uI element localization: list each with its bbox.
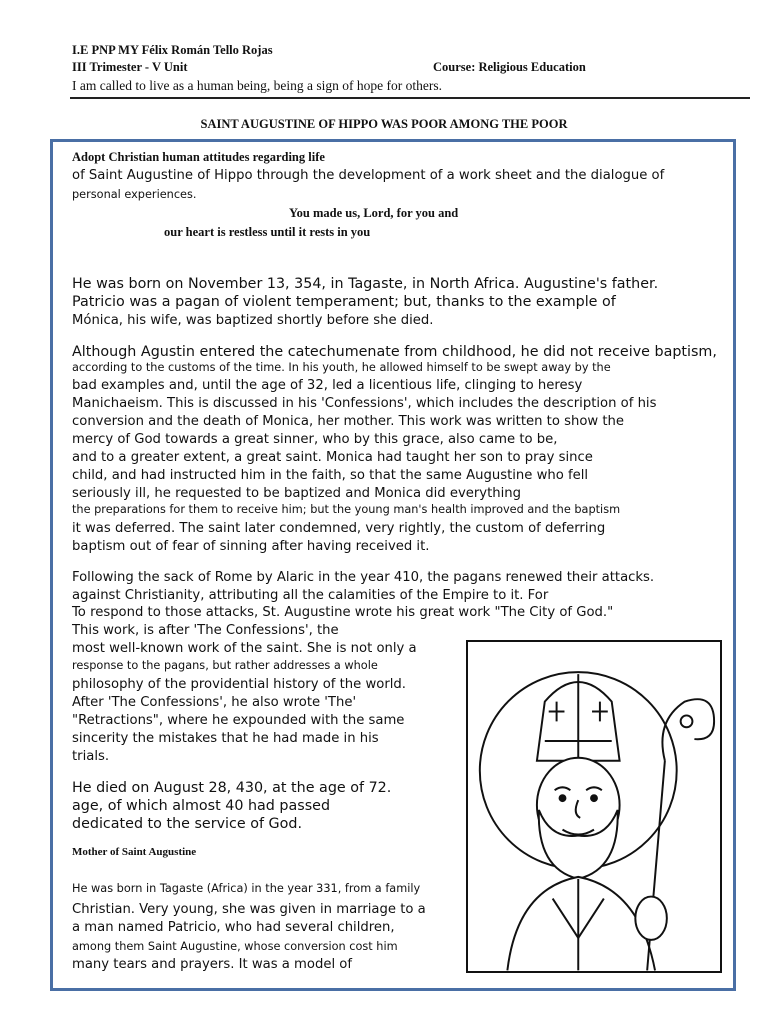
intro-quote: our heart is restless until it rests in you [164, 225, 371, 239]
header-school: I.E PNP MY Félix Román Tello Rojas [72, 43, 273, 57]
para2-line: according to the customs of the time. In his youth, he allowed himself to be swept away by the [72, 361, 611, 374]
intro-heading: Adopt Christian human attitudes regarding life [72, 150, 325, 164]
header-course: Course: Religious Education [433, 60, 586, 74]
para3-line: "Retractions", where he expounded with the same [72, 713, 405, 728]
para2-line: Although Agustin entered the catechumenate from childhood, he did not receive baptism, [72, 344, 717, 360]
para3-line: This work, is after 'The Confessions', the [72, 623, 339, 638]
para2-line: mercy of God towards a great sinner, who by this grace, also came to be, [72, 432, 558, 447]
para3-line: sincerity the mistakes that he had made in his [72, 731, 379, 746]
para2-line: it was deferred. The saint later condemned, very rightly, the custom of deferring [72, 521, 606, 536]
para2-line: baptism out of fear of sinning after having received it. [72, 539, 430, 554]
page-title: SAINT AUGUSTINE OF HIPPO WAS POOR AMONG THE POOR [200, 117, 568, 131]
para2-line: conversion and the death of Monica, her mother. This work was written to show the [72, 414, 625, 429]
intro-quote: You made us, Lord, for you and [289, 206, 459, 220]
para2-line: child, and had instructed him in the faith, so that the same Augustine who fell [72, 468, 589, 483]
bishop-illustration-icon [468, 642, 720, 971]
para1-line: Patricio was a pagan of violent temperament; but, thanks to the example of [72, 294, 616, 310]
para3-line: After 'The Confessions', he also wrote 'The' [72, 695, 357, 710]
para3-line: trials. [72, 749, 110, 764]
header-rule [70, 97, 750, 99]
para1-line: Mónica, his wife, was baptized shortly before she died. [72, 313, 434, 328]
para2-line: the preparations for them to receive him; but the young man's health improved and the baptism [72, 503, 621, 516]
para2-line: Manichaeism. This is discussed in his 'Confessions', which includes the description of his [72, 396, 657, 411]
para1-line: He was born on November 13, 354, in Tagaste, in North Africa. Augustine's father. [72, 276, 659, 292]
para2-line: seriously ill, he requested to be baptized and Monica did everything [72, 486, 522, 501]
mother-line: many tears and prayers. It was a model of [72, 957, 353, 972]
para4-line: dedicated to the service of God. [72, 816, 302, 832]
saint-augustine-illustration [466, 640, 722, 973]
header-unit: III Trimester - V Unit [72, 60, 188, 74]
intro-line: of Saint Augustine of Hippo through the development of a work sheet and the dialogue of [72, 168, 665, 183]
mother-line: He was born in Tagaste (Africa) in the year 331, from a family [72, 882, 421, 895]
para3-line: To respond to those attacks, St. Augustine wrote his great work "The City of God." [72, 605, 614, 620]
mother-line: Christian. Very young, she was given in marriage to a [72, 902, 426, 917]
para2-line: bad examples and, until the age of 32, led a licentious life, clinging to heresy [72, 378, 583, 393]
mother-line: among them Saint Augustine, whose conversion cost him [72, 940, 398, 953]
mother-line: a man named Patricio, who had several children, [72, 920, 395, 935]
mother-heading: Mother of Saint Augustine [72, 846, 197, 858]
para4-line: age, of which almost 40 had passed [72, 798, 331, 814]
para2-line: and to a greater extent, a great saint. Monica had taught her son to pray since [72, 450, 593, 465]
para3-line: against Christianity, attributing all the calamities of the Empire to it. For [72, 588, 549, 603]
para4-line: He died on August 28, 430, at the age of 72. [72, 780, 392, 796]
para3-line: response to the pagans, but rather addresses a whole [72, 659, 378, 672]
para3-line: most well-known work of the saint. She is not only a [72, 641, 417, 656]
para3-line: philosophy of the providential history of the world. [72, 677, 406, 692]
header-motto: I am called to live as a human being, being a sign of hope for others. [72, 78, 443, 93]
para3-line: Following the sack of Rome by Alaric in the year 410, the pagans renewed their attacks. [72, 570, 655, 585]
intro-line: personal experiences. [72, 188, 197, 201]
